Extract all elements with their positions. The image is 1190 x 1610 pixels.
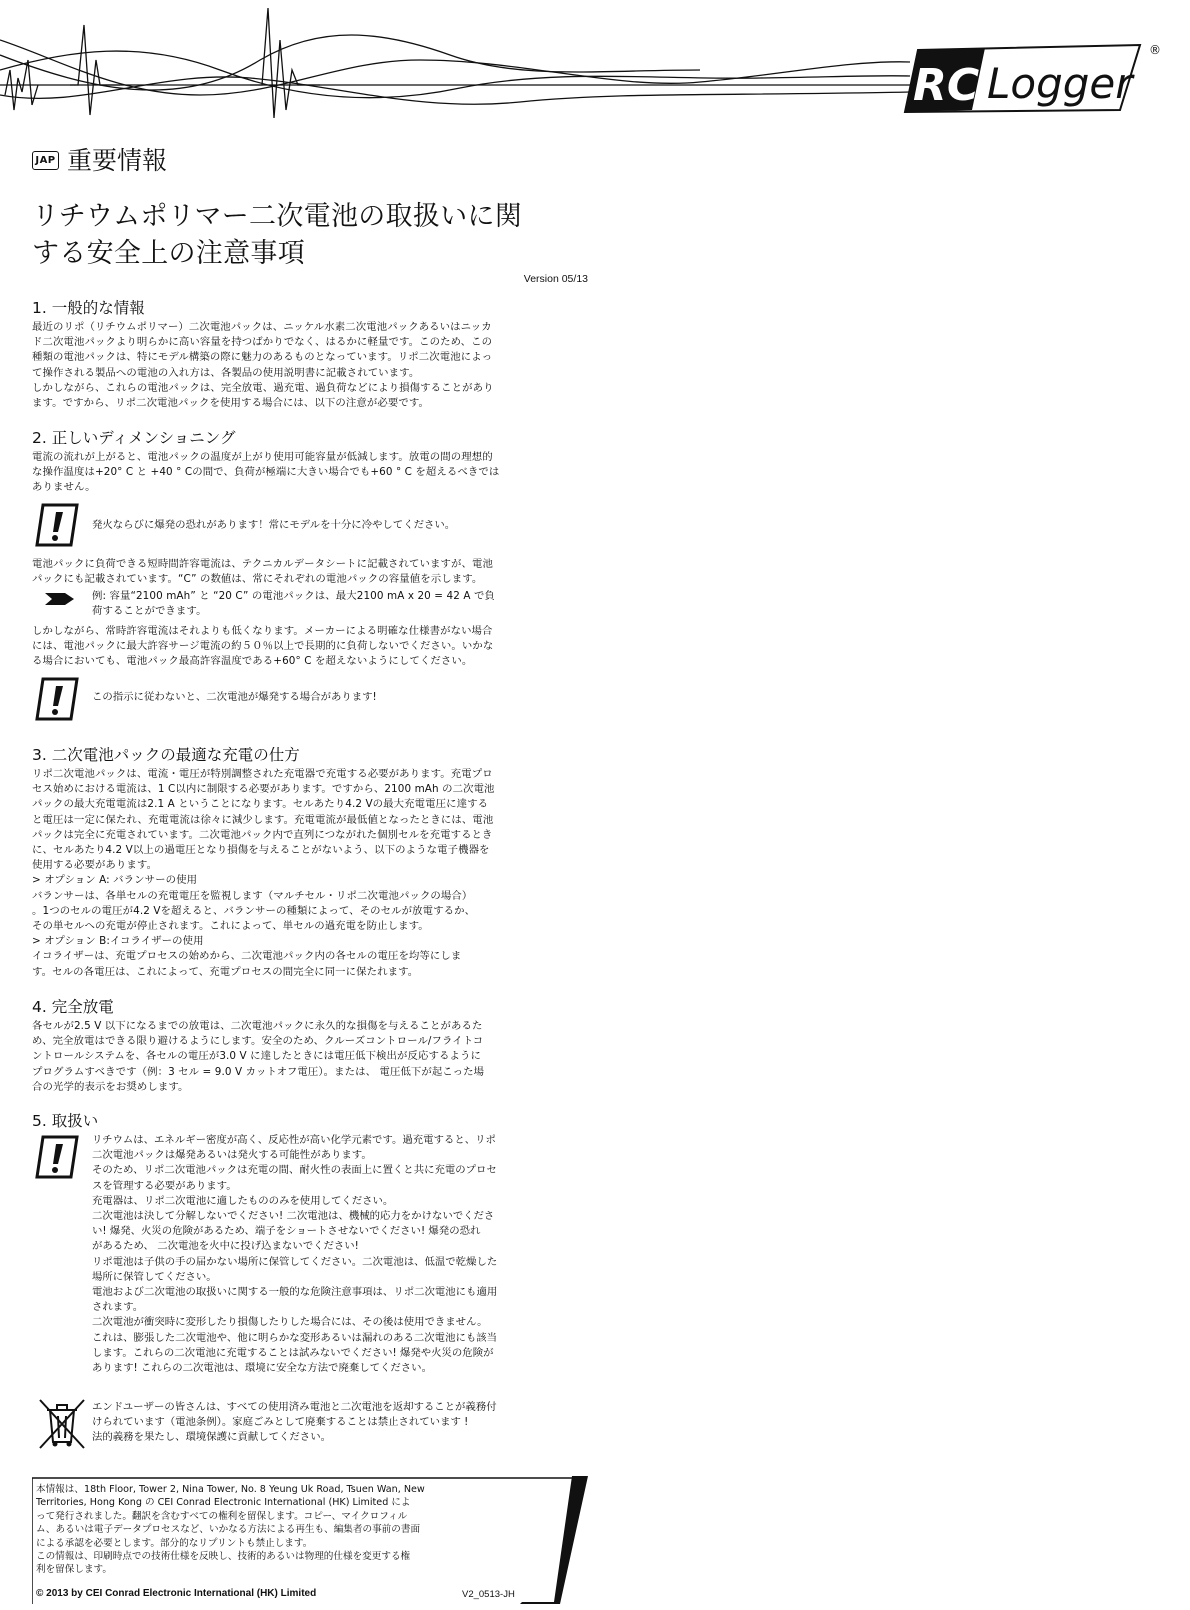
section-1-heading: 1. 一般的な情報	[32, 299, 145, 317]
section-1-body: 最近のリポ（リチウムポリマー）二次電池パックは、ニッケル水素二次電池パックあるいはニッカ ド二次電池パックより明らかに高い容量を持つばかりでなく、はるかに軽量です。このため、この 種類の電池パックは、特にモデル構築の際に魅力のあるものとなっています。リポ二次電池によっ て操作される製品への電池の入れ方は、各製品の使用説明書に記載されています。 しかしながら、これらの電池パックは、完全放電、過充電、過負荷などにより損傷することがあり ます。ですから、リポ二次電池パックを使用する場合には、以下の注意が必要です。	[32, 321, 494, 410]
section-3-body: リポ二次電池パックは、電流・電圧が特別調整された充電器で充電する必要があります。充電プロ セス始めにおける電流は、1 C以内に制限する必要があります。ですから、2100 mAh の二次電池 パックの最大充電電流は2.1 A ということになります。セルあたり4.2 Vの最大充電電圧に達する と電圧は一定に保たれ、充電電流は徐々に減少します。充電電流が最低値となったときには、電池 パックは完全に充電されています。二次電池パック内で直列につながれた個別セルを充電するとき に、セルあたり4.2 V以上の過電圧となり損傷を与えることがないよう、以下のような電子機器を 使用する必要があります。 > オプション A: バランサーの使用 バランサーは、各単セルの充電電圧を監視します（マルチセル・リポ二次電池パックの場合） 。1つのセルの電圧が4.2 Vを超えると、バランサーの種類によって、そのセルが放電するか、 その単セルへの充電が停止されます。これによって、単セルの過充電を防止します。 > オプション B:イコライザーの使用 イコライザーは、充電プロセスの始めから、二次電池パック内の各セルの電圧を均等にしま す。セルの各電圧は、これによって、充電プロセスの間完全に同一に保たれます。	[32, 768, 495, 978]
version-label: Version 05/13	[523, 273, 588, 285]
registered-mark: ®	[1149, 43, 1161, 57]
section-2-example: 例: 容量“2100 mAh” と “20 C” の電池パックは、最大2100 mA x 20 = 42 A で負 荷することができます。	[92, 590, 495, 618]
section-3-heading: 3. 二次電池パックの最適な充電の仕方	[32, 746, 300, 764]
section-5-heading: 5. 取扱い	[32, 1112, 99, 1130]
rclogger-logo	[905, 43, 1161, 112]
warning-exclamation-icon	[35, 503, 79, 547]
warning-exclamation-icon	[35, 677, 79, 721]
logo-logger: Logger	[987, 59, 1133, 108]
logo-rc: RC	[913, 60, 980, 111]
document-title: リチウムポリマー二次電池の取扱いに関 する安全上の注意事項	[32, 201, 523, 269]
disposal-notice: エンドユーザーの皆さんは、すべての使用済み電池と二次電池を返却することが義務付 けられています（電池条例）。家庭ごみとして廃棄することは禁止されています ! 法的義務を果たし、環境保護に貢献してください。	[92, 1401, 497, 1444]
section-2-heading: 2. 正しいディメンショニング	[32, 429, 236, 447]
section-2-body-3: しかしながら、常時許容電流はそれよりも低くなります。メーカーによる明確な仕様書がない場合 には、電池パックに最大許容サージ電流の約５０％以上で長期的に負荷しないでください。いかな る場合においても、電池パック最高許容温度である+60° C を超えないようにしてください。	[32, 625, 494, 668]
copyright-notice: © 2013 by CEI Conrad Electronic International (HK) Limited	[36, 1588, 317, 1599]
document-code: V2_0513-JH	[462, 1589, 515, 1600]
section-2-warning-2: この指示に従わないと、二次電池が爆発する場合があります!	[92, 691, 377, 703]
footer-publisher-info: 本情報は、18th Floor, Tower 2, Nina Tower, No. 8 Yeung Uk Road, Tsuen Wan, New Territories, Hong Kong の CEI Conrad Electronic International (HK) Limited によ って発行されました。翻訳を含むすべての権利を留保します。コピー、マイクロフィル ム、あるいは電子データプロセスなど、いかなる方法による再生も、編集者の事前の書面 による承認を必要とします。部分的なリプリントも禁止します。 この情報は、印刷時点での技術仕様を反映し、技術的あるいは物理的仕様を変更する権 利を留保します。	[36, 1484, 425, 1576]
section-2-body-2: 電池パックに負荷できる短時間許容電流は、テクニカルデータシートに記載されていますが、電池 パックにも記載されています。“C” の数値は、常にそれぞれの電池パックの容量値を示します。	[32, 558, 493, 586]
arrow-right-icon	[45, 592, 75, 606]
header-banner	[0, 0, 1190, 125]
section-2-warning-1: 発火ならびに爆発の恐れがあります！常にモデルを十分に冷やしてください。	[92, 519, 456, 531]
section-4-body: 各セルが2.5 V 以下になるまでの放電は、二次電池パックに永久的な損傷を与えることがあるた め、完全放電はできる限り避けるようにします。安全のため、クルーズコントロール/フライトコ ントロールシステムを、各セルの電圧が3.0 V に達したときには電圧低下検出が反応するように プログラムすべきです（例：3 セル = 9.0 V カットオフ電圧）。または、 電圧低下が起こった場 合の光学的表示をお奨めします。	[32, 1020, 485, 1093]
warning-exclamation-icon	[35, 1135, 79, 1179]
section-4-heading: 4. 完全放電	[32, 998, 114, 1016]
language-title: 重要情報	[67, 146, 168, 175]
section-2-body-1: 電流の流れが上がると、電池パックの温度が上がり使用可能容量が低減します。放電の間の理想的 な操作温度は+20° C と +40 ° Cの間で、負荷が極端に大きい場合でも+60 ° C を超えるべきでは ありません。	[32, 451, 500, 494]
section-5-warning: リチウムは、エネルギー密度が高く、反応性が高い化学元素です。過充電すると、リポ 二次電池パックは爆発あるいは発火する可能性があります。 そのため、リポ二次電池パックは充電の間、耐火性の表面上に置くと共に充電のプロセ スを管理する必要があります。 充電器は、リポ二次電池に適したもののみを使用してください。 二次電池は決して分解しないでください! 二次電池は、機械的応力をかけないでくださ い! 爆発、火災の危険があるため、端子をショートさせないでください! 爆発の恐れ があるため、 二次電池を火中に投げ込まないでください! リポ電池は子供の手の届かない場所に保管してください。二次電池は、低温で乾燥した 場所に保管してください。 電池および二次電池の取扱いに関する一般的な危険注意事項は、リポ二次電池にも適用 されます。 二次電池が衝突時に変形したり損傷したりした場合には、その後は使用できません。 これは、膨張した二次電池や、他に明らかな変形あるいは漏れのある二次電池にも該当 します。これらの二次電池に充電することは試みないでください! 爆発や火災の危険が あります! これらの二次電池は、環境に安全な方法で廃棄してください。	[92, 1134, 498, 1375]
crossed-out-bin-icon	[38, 1398, 86, 1450]
language-badge: JAP	[32, 151, 59, 170]
